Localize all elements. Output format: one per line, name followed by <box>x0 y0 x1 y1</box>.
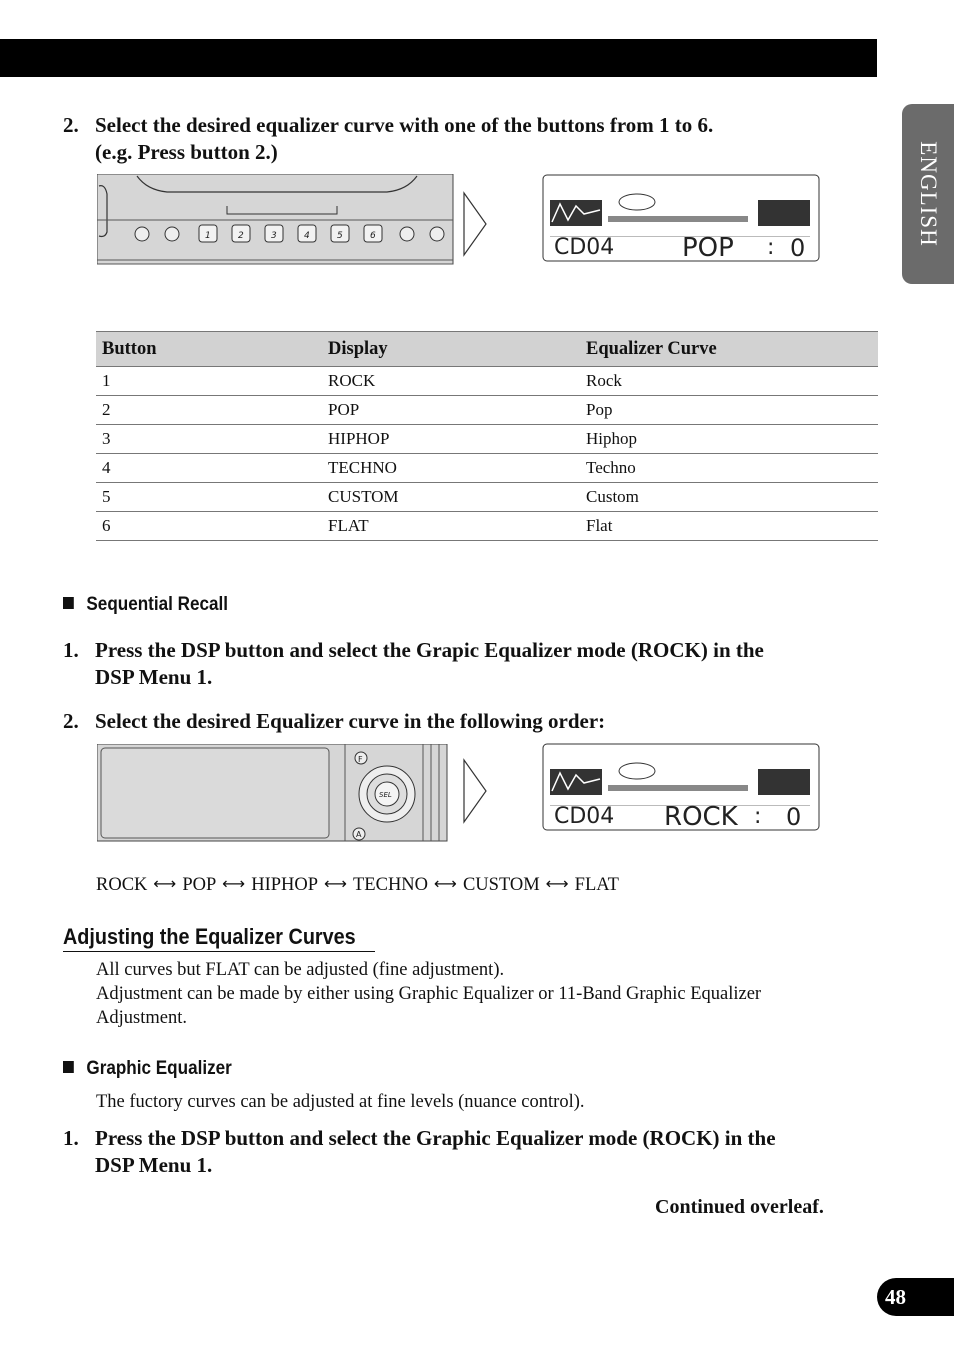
preset-button-label: 2 <box>238 231 244 241</box>
sequence-item: CUSTOM <box>462 875 540 895</box>
subheading-sequential-recall <box>63 594 228 616</box>
table-cell: HIPHOP <box>322 425 580 454</box>
step-text: Select the desired Equalizer curve in the following order: <box>95 709 606 733</box>
sel-button-label: SEL <box>379 791 392 799</box>
square-bullet-icon <box>63 597 74 609</box>
table-cell: ROCK <box>322 367 580 396</box>
step-number: 1. <box>63 638 79 662</box>
step-text <box>95 637 855 691</box>
display-track: CD04 <box>554 235 615 260</box>
bidirectional-arrow-icon: ⟷ <box>434 874 457 893</box>
bidirectional-arrow-icon: ⟷ <box>222 874 246 893</box>
table-row <box>96 454 878 483</box>
table-cell: Techno <box>580 454 878 483</box>
table-cell: 5 <box>96 483 322 512</box>
table-cell: Rock <box>580 367 878 396</box>
step-press-dsp-graphic <box>63 1125 863 1181</box>
preset-button-label: 5 <box>337 231 343 241</box>
table-cell: Flat <box>580 512 878 541</box>
step-number: 2. <box>63 709 79 733</box>
subheading-text: Sequential Recall <box>86 594 229 615</box>
step-line1: Select the desired equalizer curve with one of the buttons from 1 to 6. <box>95 113 714 137</box>
continued-note: Continued overleaf. <box>655 1196 824 1218</box>
display-rock-illustration <box>542 743 820 831</box>
table-cell: 3 <box>96 425 322 454</box>
table-row <box>96 512 878 541</box>
display-pop-illustration <box>542 174 820 262</box>
svg-text::: : <box>754 804 762 829</box>
adjust-paragraph <box>96 958 856 1030</box>
adjust-p2-line2: Adjustment. <box>96 1008 187 1028</box>
sequence-item: ROCK <box>96 875 148 895</box>
section-adjusting <box>63 924 388 952</box>
subheading-text: Graphic Equalizer <box>86 1058 232 1079</box>
table-cell: Pop <box>580 396 878 425</box>
page-number: 48 <box>877 1278 954 1316</box>
bidirectional-arrow-icon: ⟷ <box>545 874 569 893</box>
preset-button-label: 4 <box>304 231 310 241</box>
bidirectional-arrow-icon: ⟷ <box>324 874 347 893</box>
language-tab <box>902 104 954 284</box>
display-track: CD04 <box>554 804 615 829</box>
step-line1: Press the DSP button and select the Graphic Equalizer mode (ROCK) in the <box>95 1126 776 1150</box>
bidirectional-arrow-icon: ⟷ <box>153 874 177 893</box>
table-cell: TECHNO <box>322 454 580 483</box>
table-cell: CUSTOM <box>322 483 580 512</box>
header-bar <box>0 39 877 77</box>
curve-sequence <box>96 874 619 896</box>
language-tab-label: ENGLISH <box>916 141 941 247</box>
table-row <box>96 425 878 454</box>
table-cell: POP <box>322 396 580 425</box>
svg-text::: : <box>767 235 775 260</box>
col-header-curve: Equalizer Curve <box>580 332 878 367</box>
head-unit-buttons-illustration <box>97 174 455 270</box>
table-cell: Hiphop <box>580 425 878 454</box>
preset-button-label: 3 <box>271 231 277 241</box>
table-cell: 1 <box>96 367 322 396</box>
step-text <box>95 112 855 166</box>
head-unit-sel-illustration <box>97 744 449 842</box>
graphic-eq-paragraph: The fuctory curves can be adjusted at fine levels (nuance control). <box>96 1092 585 1112</box>
step-text <box>95 1125 855 1179</box>
adjust-p1: All curves but FLAT can be adjusted (fine adjustment). <box>96 960 505 980</box>
col-header-display: Display <box>322 332 580 367</box>
step-line2: (e.g. Press button 2.) <box>95 140 278 164</box>
step-line2: DSP Menu 1. <box>95 665 213 689</box>
sequence-item: FLAT <box>574 875 619 895</box>
f-button-label: F <box>358 755 363 764</box>
arrow-right-icon <box>462 758 488 824</box>
step-line2: DSP Menu 1. <box>95 1153 213 1177</box>
sequence-item: POP <box>182 875 217 895</box>
sequence-item: TECHNO <box>353 875 429 895</box>
table-row <box>96 396 878 425</box>
section-heading-underline <box>63 951 375 952</box>
step-number: 1. <box>63 1126 79 1150</box>
display-value: 0 <box>790 234 806 262</box>
equalizer-table <box>96 331 878 541</box>
display-main: POP <box>682 233 734 262</box>
display-main: ROCK <box>664 802 738 831</box>
step-number: 2. <box>63 113 79 137</box>
step-line1: Press the DSP button and select the Grapic Equalizer mode (ROCK) in the <box>95 638 764 662</box>
preset-button-label: 1 <box>205 231 211 241</box>
display-value: 0 <box>786 803 802 831</box>
arrow-right-icon <box>462 191 488 257</box>
table-cell: 2 <box>96 396 322 425</box>
table-cell: 6 <box>96 512 322 541</box>
section-heading: Adjusting the Equalizer Curves <box>63 924 356 952</box>
table-row <box>96 483 878 512</box>
col-header-button: Button <box>96 332 322 367</box>
step-select-order <box>63 708 863 736</box>
table-cell: 4 <box>96 454 322 483</box>
sequence-item: HIPHOP <box>251 875 319 895</box>
table-cell: FLAT <box>322 512 580 541</box>
adjust-p2-line1: Adjustment can be made by either using Graphic Equalizer or 11-Band Graphic Equalizer <box>96 984 762 1004</box>
step-press-dsp <box>63 637 863 693</box>
table-header-row <box>96 332 878 367</box>
a-button-label: A <box>356 830 362 839</box>
table-cell: Custom <box>580 483 878 512</box>
table-row <box>96 367 878 396</box>
square-bullet-icon <box>63 1061 74 1073</box>
step-select-curve <box>63 112 863 168</box>
preset-button-label: 6 <box>370 231 376 241</box>
subheading-graphic-equalizer <box>63 1058 232 1080</box>
